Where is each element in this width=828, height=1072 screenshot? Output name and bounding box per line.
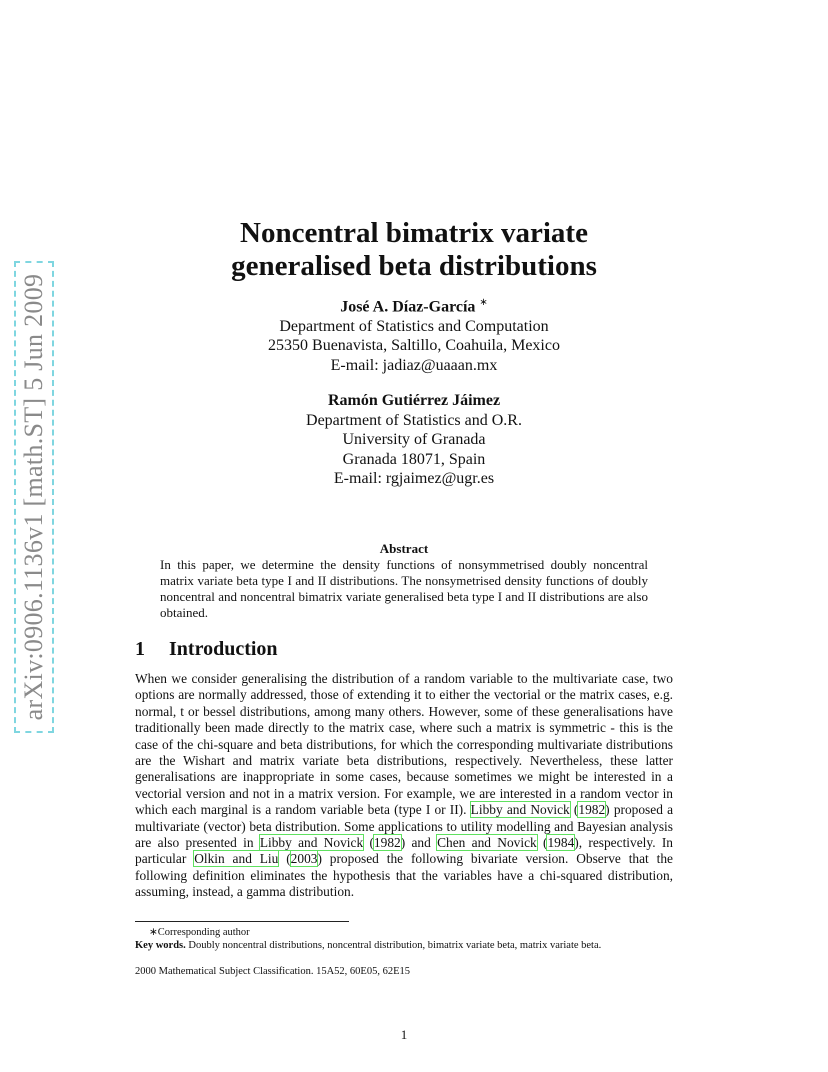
citation-link[interactable]: Chen and Novick <box>437 835 537 851</box>
paper-title <box>0 217 828 283</box>
arxiv-stamp[interactable]: arXiv:0906.1136v1 [math.ST] 5 Jun 2009 <box>19 273 48 721</box>
footnote-msc: 2000 Mathematical Subject Classification. 15A52, 60E05, 62E15 <box>135 966 410 977</box>
title-line-1: Noncentral bimatrix variate <box>240 217 588 249</box>
citation-link[interactable]: Libby and Novick <box>470 802 570 818</box>
footnote-corresponding: ∗Corresponding author <box>149 927 250 938</box>
intro-text: When we consider generalising the distribution of a random variable to the multivariate case, two options are normally addressed, those of extending it to either the vectorial or the matrix cases, e.g. normal, t or bessel distributions, among many others. However, some of these generalisations have traditionally been made directly to the matrix case, where such a matrix is symmetric - this is the case of the chi-square and beta distributions, for which the corresponding multivariate distributions are the Wishart and matrix variate beta distributions, respectively. Nevertheless, these latter generalisations are inappropriate in some cases, because sometimes we might be interested in a vectorial version and not in a matrix version. For example, we are interested in a random vector in which each marginal is a random variable beta (type I or II). <box>135 671 673 818</box>
author-name: José A. Díaz-García <box>340 298 476 316</box>
author-dept: Department of Statistics and Computation <box>279 317 549 335</box>
intro-text: and <box>411 835 431 851</box>
author-university: University of Granada <box>342 431 486 448</box>
author-dept: Department of Statistics and O.R. <box>306 411 522 429</box>
abstract-text: In this paper, we determine the density functions of nonsymmetrised doubly noncentral matrix variate beta type I and II distributions. The nonsymetrised density functions of doubly noncentral and noncentral bimatrix variate generalised beta type I and II distributions are also obtained. <box>160 557 648 620</box>
author-email: E-mail: jadiaz@uaaan.mx <box>330 356 498 374</box>
abstract-heading: Abstract <box>379 541 429 556</box>
section-heading <box>135 638 278 661</box>
author-block-2 <box>0 391 828 489</box>
author-email: E-mail: rgjaimez@ugr.es <box>333 470 495 487</box>
footnote-keywords <box>135 939 675 952</box>
title-line-2: generalised beta distributions <box>231 250 597 282</box>
citation-year-link[interactable]: 1982 <box>578 802 606 818</box>
citation-year-link[interactable]: 1982 <box>373 835 401 851</box>
page-number: 1 <box>400 1027 408 1042</box>
intro-text: proposed the following bivariate version. Observe that the following definition eliminates the hypothesis that the variables have a chi-squared distribution, assuming, instead, a gamma distribution. <box>135 851 673 900</box>
author-address: 25350 Buenavista, Saltillo, Coahuila, Mexico <box>268 337 560 355</box>
keywords-text: Doubly noncentral distributions, noncentral distribution, bimatrix variate beta, matrix variate beta. <box>188 940 602 951</box>
intro-text: , respectively. In particular <box>135 835 673 867</box>
author-city: Granada 18071, Spain <box>342 450 486 468</box>
footnote-mark: ∗ <box>479 297 488 308</box>
author-block-1 <box>0 293 828 375</box>
intro-paragraph: When we consider generalising the distribution of a random variable to the multivariate case, two options are normally addressed, those of extending it to either the vectorial or the matrix cases, e.g. normal, t or bessel distributions, among many others. However, some of these generalisations have traditionally been made directly to the matrix case, where such a matrix is symmetric - this is the case of the chi-square and beta distributions, for which the corresponding multivariate distributions are the Wishart and matrix variate beta distributions, respectively. Nevertheless, these latter generalisations are inappropriate in some cases, because sometimes we might be interested in a vectorial version and not in a matrix version. For example, we are interested in a random vector in which each marginal is a random variable beta (type I or II). Libby and Novick (1982) proposed a multivariate (vector) beta distribution. Some applications to utility modelling and Bayesian analysis are also presented in Libby and Novick (1982) and Chen and Novick (1984), respectively. In particular Olkin and Liu (2003) proposed the following bivariate version. Observe that the following definition eliminates the hypothesis that the variables have a chi-squared distribution, assuming, instead, a gamma distribution. <box>135 671 674 900</box>
keywords-label: Key words. <box>135 940 186 951</box>
section-title: Introduction <box>169 638 278 660</box>
footnote-rule <box>135 921 349 922</box>
citation-link[interactable]: Olkin and Liu <box>194 851 279 867</box>
citation-link[interactable]: Libby and Novick <box>259 835 364 851</box>
citation-year-link[interactable]: 1984 <box>547 835 575 851</box>
intro-text: proposed a multivariate (vector) beta distribution. Some applications to utility modelling and Bayesian analysis are also presented in <box>135 802 674 851</box>
section-number: 1 <box>135 638 145 660</box>
author-name: Ramón Gutiérrez Jáimez <box>327 392 501 409</box>
citation-year-link[interactable]: 2003 <box>290 851 318 867</box>
